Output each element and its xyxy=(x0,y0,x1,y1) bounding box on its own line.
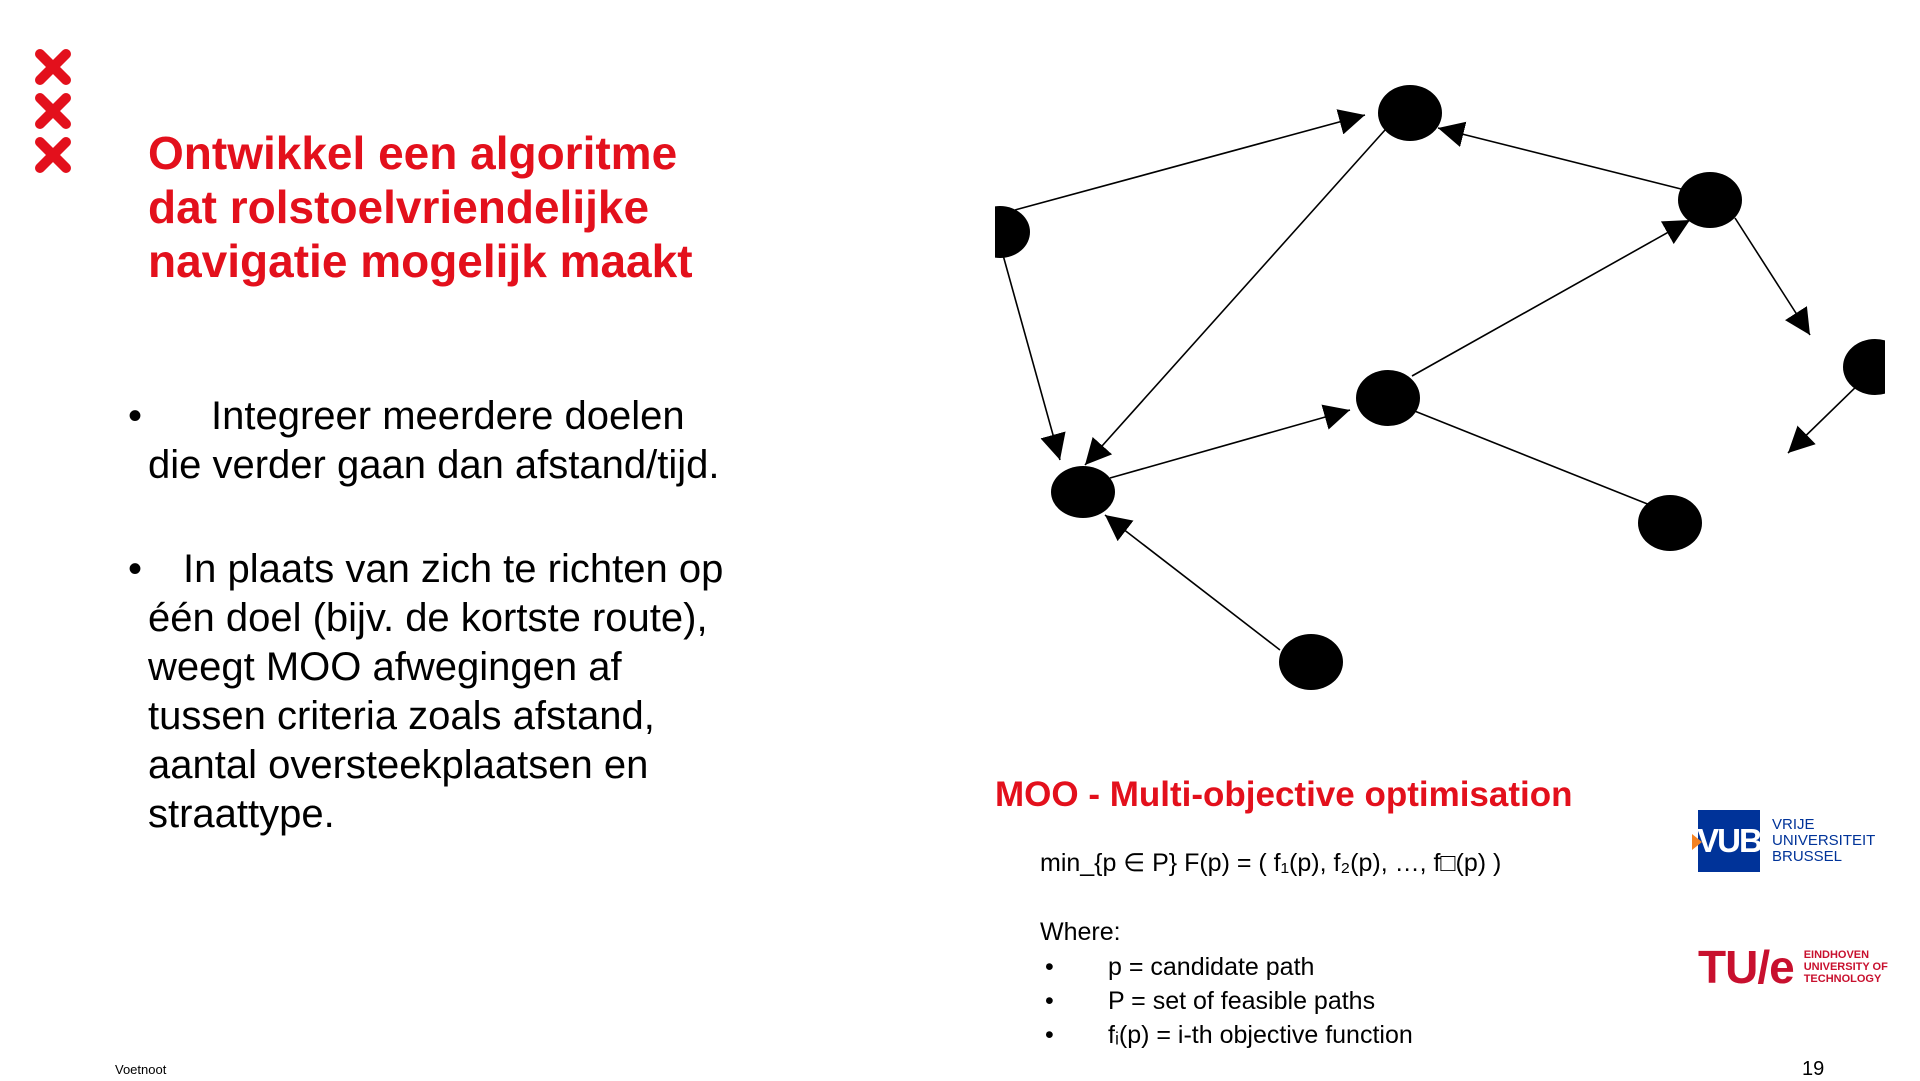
vub-text-line: VRIJE xyxy=(1772,816,1815,833)
graph-edge xyxy=(1788,380,1863,453)
graph-node xyxy=(1678,172,1742,228)
graph-node xyxy=(995,206,1030,258)
title-line: dat rolstoelvriendelijke xyxy=(148,181,650,233)
graph-node xyxy=(1051,466,1115,518)
graph-edge xyxy=(1085,130,1385,465)
graph-node xyxy=(1638,495,1702,551)
graph-edge xyxy=(1438,128,1685,190)
where-label: Where: xyxy=(1040,918,1121,946)
vub-logo-text xyxy=(1772,817,1875,865)
bullet-marker: • xyxy=(1045,953,1054,981)
vub-text-line: UNIVERSITEIT xyxy=(1772,832,1876,849)
bullet-lead-text: In plaats van zich te richten xyxy=(183,547,668,591)
title-line: navigatie mogelijk maakt xyxy=(148,235,693,287)
bullet-lead-text: Integreer meerdere doelen xyxy=(211,394,685,438)
vub-text-line: BRUSSEL xyxy=(1772,848,1843,865)
graph-node xyxy=(1843,339,1885,395)
graph-edge xyxy=(1735,218,1810,335)
where-item xyxy=(1040,1018,1413,1052)
where-list xyxy=(1040,950,1413,1052)
where-item xyxy=(1040,984,1413,1018)
where-item-text: fᵢ(p) = i-th objective function xyxy=(1108,1021,1413,1049)
tue-text-line: EINDHOVEN xyxy=(1803,949,1870,961)
bullet-marker: • xyxy=(1045,987,1054,1015)
footnote: Voetnoot xyxy=(115,1062,167,1077)
moo-heading: MOO - Multi-objective optimisation xyxy=(995,775,1573,814)
graph-node xyxy=(1356,370,1420,426)
where-item xyxy=(1040,950,1413,984)
moo-formula: min_{p ∈ P} F(p) = ( f₁(p), f₂(p), …, f□(p) ) xyxy=(1040,849,1502,877)
tue-logo-mark: TU/e xyxy=(1698,941,1794,993)
graph-edge xyxy=(1110,410,1350,478)
x-cross-icon xyxy=(34,136,72,174)
tue-logo xyxy=(1698,940,1888,994)
graph-edge xyxy=(1412,410,1650,505)
bullet-list xyxy=(128,392,748,839)
slide-title xyxy=(148,126,768,288)
amsterdam-xxx-icon xyxy=(34,48,74,180)
graph-edge xyxy=(1015,115,1365,210)
bullet-item xyxy=(128,545,748,839)
graph-node xyxy=(1378,85,1442,141)
graph-diagram xyxy=(995,80,1885,700)
bullet-text: op één doel (bijv. de kortste route), weegt MOO afwegingen af tussen criteria zoals afstand, aantal oversteekplaatsen en straattype. xyxy=(148,547,724,836)
bullet-marker: • xyxy=(128,547,143,591)
bullet-text: die verder gaan dan afstand/tijd. xyxy=(148,443,720,487)
graph-node xyxy=(1279,634,1343,690)
bullet-marker: • xyxy=(128,394,143,438)
tue-text-line: UNIVERSITY OF xyxy=(1803,961,1888,973)
x-cross-icon xyxy=(34,92,72,130)
vub-logo xyxy=(1698,810,1875,872)
where-item-text: P = set of feasible paths xyxy=(1108,987,1376,1015)
vub-logo-mark: VUB xyxy=(1698,810,1760,872)
page-number: 19 xyxy=(1802,1058,1825,1080)
bullet-marker: • xyxy=(1045,1021,1054,1049)
graph-edge xyxy=(1003,255,1060,460)
tue-text-line: TECHNOLOGY xyxy=(1803,973,1882,985)
tue-logo-text xyxy=(1804,949,1888,985)
x-cross-icon xyxy=(34,48,72,86)
bullet-item xyxy=(128,392,748,490)
graph-edge xyxy=(1412,220,1690,376)
graph-edge xyxy=(1105,515,1280,650)
title-line: Ontwikkel een algoritme xyxy=(148,127,678,179)
where-item-text: p = candidate path xyxy=(1108,953,1315,981)
